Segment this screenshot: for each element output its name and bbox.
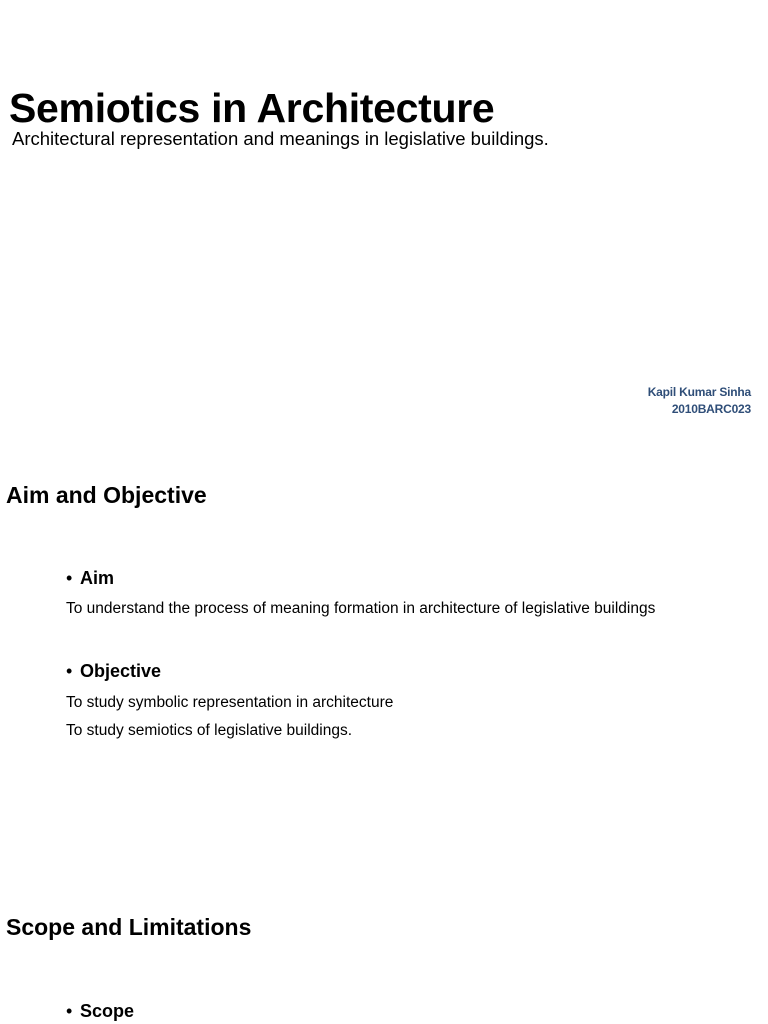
page-subtitle: Architectural representation and meanings in legislative buildings. xyxy=(12,128,549,149)
scope-bullet xyxy=(66,999,134,1023)
author-block xyxy=(648,384,751,418)
scope-label: Scope xyxy=(80,1001,135,1021)
author-name: Kapil Kumar Sinha xyxy=(647,385,751,399)
bullet-icon: • xyxy=(66,661,73,681)
objective-label: Objective xyxy=(80,661,162,681)
bullet-icon: • xyxy=(66,568,73,588)
objective-text-line: To study symbolic representation in architecture xyxy=(66,694,394,711)
scope-limitations-heading: Scope and Limitations xyxy=(6,914,252,940)
objective-text-line: To study semiotics of legislative buildings. xyxy=(66,722,353,739)
bullet-icon: • xyxy=(66,1001,73,1021)
aim-label: Aim xyxy=(80,568,115,588)
author-id: 2010BARC023 xyxy=(671,402,751,416)
aim-bullet xyxy=(66,566,114,590)
page-title: Semiotics in Architecture xyxy=(9,85,495,131)
aim-text: To understand the process of meaning formation in architecture of legislative buildings xyxy=(66,600,656,617)
objective-bullet xyxy=(66,659,161,683)
aim-objective-heading: Aim and Objective xyxy=(6,482,207,508)
